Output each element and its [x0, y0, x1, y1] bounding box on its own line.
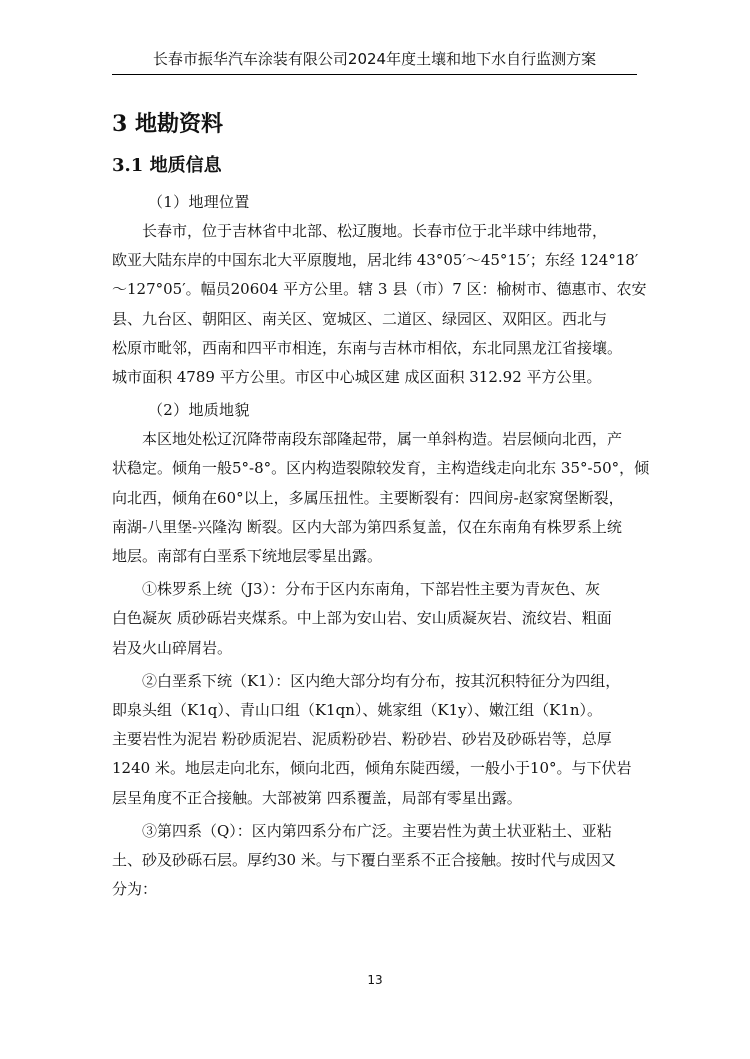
- landform-paragraph: [112, 425, 650, 571]
- page-number: 13: [367, 973, 383, 987]
- paragraph-line: 土、砂及砂砾石层。厚约30 米。与下覆白垩系不正合接触。按时代与成因又: [112, 851, 616, 870]
- geo-landform-label: （2）地质地貌: [148, 401, 250, 420]
- paragraph-line: ①株罗系上统（J3）：分布于区内东南角，下部岩性主要为青灰色、灰: [142, 580, 601, 599]
- geo-location-label: （1）地理位置: [148, 193, 250, 211]
- paragraph-line: 城市面积 4789 平方公里。市区中心城区建 成区面积 312.92 平方公里。: [112, 368, 602, 387]
- section-heading: 3 地勘资料: [112, 111, 223, 137]
- cretaceous-paragraph: [112, 667, 642, 813]
- subsection-heading: 3.1 地质信息: [112, 155, 222, 176]
- paragraph-line: 县、九台区、朝阳区、南关区、宽城区、二道区、绿园区、双阳区。西北与: [112, 309, 608, 328]
- paragraph-line: ③第四系（Q）：区内第四系分布广泛。主要岩性为黄土状亚粘土、亚粘: [142, 821, 612, 840]
- paragraph-line: 层呈角度不正合接触。大部被第 四系覆盖，局部有零星出露。: [112, 788, 522, 807]
- paragraph-line: 即泉头组（K1q）、青山口组（K1qn）、姚家组（K1y）、嫩江组（K1n）。: [112, 701, 603, 720]
- paragraph-line: 分为：: [112, 880, 158, 899]
- paragraph-line: 状稳定。倾角一般5°-8°。区内构造裂隙较发育，主构造线走向北东 35°-50°，倾: [112, 459, 650, 478]
- paragraph-line: 1240 米。地层走向北东，倾向北西，倾角东陡西缓，一般小于10°。与下伏岩: [112, 759, 632, 778]
- jurassic-paragraph: [112, 575, 642, 663]
- paragraph-line: 长春市，位于吉林省中北部、松辽腹地。长春市位于北半球中纬地带，: [142, 222, 608, 240]
- document-title: 长春市振华汽车涂装有限公司2024年度土壤和地下水自行监测方案: [152, 50, 597, 68]
- page-header: [112, 48, 637, 75]
- geo-location-paragraph: [112, 217, 647, 392]
- quaternary-paragraph: [112, 817, 642, 905]
- paragraph-line: ②白垩系下统（K1）：区内绝大部分均有分布，按其沉积特征分为四组，: [142, 671, 621, 690]
- paragraph-line: ～127°05′。幅员20604 平方公里。辖 3 县（市）7 区：榆树市、德惠市、农安: [112, 280, 647, 299]
- paragraph-line: 主要岩性为泥岩 粉砂质泥岩、泥质粉砂岩、粉砂岩、砂岩及砂砾岩等，总厚: [112, 730, 612, 749]
- paragraph-line: 欧亚大陆东岸的中国东北大平原腹地，居北纬 43°05′～45°15′；东经 124°18′: [112, 251, 639, 270]
- document-body: [112, 104, 650, 908]
- paragraph-line: 松原市毗邻，西南和四平市相连，东南与吉林市相依，东北同黑龙江省接壤。: [112, 338, 623, 357]
- paragraph-line: 南湖-八里堡-兴隆沟 断裂。区内大部为第四系复盖，仅在东南角有株罗系上统: [112, 517, 622, 536]
- paragraph-line: 岩及火山碎屑岩。: [112, 638, 233, 657]
- paragraph-line: 地层。南部有白垩系下统地层零星出露。: [112, 547, 383, 566]
- paragraph-line: 向北西，倾角在60°以上，多属压扭性。主要断裂有：四间房-赵家窝堡断裂，: [112, 488, 624, 507]
- paragraph-line: 白色凝灰 质砂砾岩夹煤系。中上部为安山岩、安山质凝灰岩、流纹岩、粗面: [112, 609, 612, 628]
- page-footer: [0, 973, 750, 987]
- paragraph-line: 本区地处松辽沉降带南段东部隆起带，属一单斜构造。岩层倾向北西，产: [142, 430, 623, 449]
